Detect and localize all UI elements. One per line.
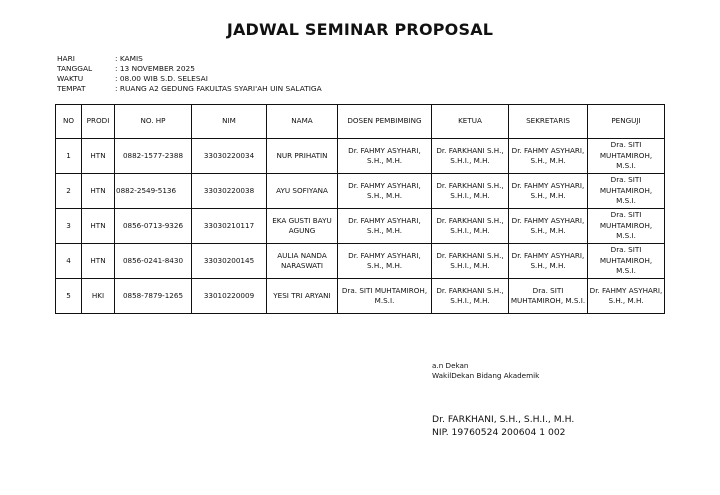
info-row-waktu — [57, 74, 322, 84]
schedule-info — [57, 54, 322, 94]
cell-pembimbing: Dr. FAHMY ASYHARI, S.H., M.H. — [338, 139, 432, 174]
cell-no: 5 — [56, 279, 82, 314]
info-row-tempat — [57, 84, 322, 94]
cell-penguji: Dra. SITI MUHTAMIROH, M.S.I. — [588, 139, 665, 174]
cell-sekretaris: Dr. FAHMY ASYHARI, S.H., M.H. — [509, 244, 588, 279]
cell-sekretaris: Dr. FAHMY ASYHARI, S.H., M.H. — [509, 174, 588, 209]
cell-nim: 33010220009 — [192, 279, 267, 314]
info-row-tanggal — [57, 64, 322, 74]
info-label: HARI — [57, 54, 75, 63]
cell-nim: 33030220034 — [192, 139, 267, 174]
header-dosen-pembimbing: DOSEN PEMBIMBING — [338, 105, 432, 139]
cell-prodi: HTN — [82, 244, 115, 279]
cell-penguji: Dra. SITI MUHTAMIROH, M.S.I. — [588, 209, 665, 244]
cell-nama: AULIA NANDA NARASWATI — [267, 244, 338, 279]
info-label: TANGGAL — [57, 64, 93, 73]
cell-nama: YESI TRI ARYANI — [267, 279, 338, 314]
cell-pembimbing: Dr. FAHMY ASYHARI, S.H., M.H. — [338, 174, 432, 209]
info-row-hari — [57, 54, 322, 64]
cell-no: 4 — [56, 244, 82, 279]
cell-hp: 0882-1577-2388 — [115, 139, 192, 174]
signature-block — [432, 361, 539, 381]
signatory-name: Dr. FARKHANI, S.H., S.H.I., M.H. — [432, 414, 575, 425]
cell-pembimbing: Dra. SITI MUHTAMIROH, M.S.I. — [338, 279, 432, 314]
header-nama: NAMA — [267, 105, 338, 139]
table-header-row — [56, 105, 665, 139]
signature-position: WakilDekan Bidang Akademik — [432, 371, 540, 380]
header-penguji: PENGUJI — [588, 105, 665, 139]
cell-no: 2 — [56, 174, 82, 209]
info-value: : 08.00 WIB S.D. SELESAI — [115, 74, 208, 83]
cell-prodi: HKI — [82, 279, 115, 314]
document-title: JADWAL SEMINAR PROPOSAL — [226, 20, 494, 39]
cell-prodi: HTN — [82, 174, 115, 209]
cell-nama: EKA GUSTI BAYU AGUNG — [267, 209, 338, 244]
table-row — [56, 209, 665, 244]
header-sekretaris: SEKRETARIS — [509, 105, 588, 139]
cell-hp: 0882-2549-5136 — [115, 174, 192, 209]
cell-hp: 0858-7879-1265 — [115, 279, 192, 314]
signatory — [432, 413, 574, 439]
header-ketua: KETUA — [432, 105, 509, 139]
cell-nama: AYU SOFIYANA — [267, 174, 338, 209]
header-nim: NIM — [192, 105, 267, 139]
header-no-hp: NO. HP — [115, 105, 192, 139]
cell-sekretaris: Dra. SITI MUHTAMIROH, M.S.I. — [509, 279, 588, 314]
cell-sekretaris: Dr. FAHMY ASYHARI, S.H., M.H. — [509, 139, 588, 174]
cell-penguji: Dra. SITI MUHTAMIROH, M.S.I. — [588, 244, 665, 279]
info-label: WAKTU — [57, 74, 84, 83]
cell-hp: 0856-0241-8430 — [115, 244, 192, 279]
table-row — [56, 174, 665, 209]
cell-ketua: Dr. FARKHANI S.H., S.H.I., M.H. — [432, 279, 509, 314]
table-row — [56, 139, 665, 174]
info-value: : KAMIS — [115, 54, 143, 63]
cell-no: 1 — [56, 139, 82, 174]
cell-nim: 33030200145 — [192, 244, 267, 279]
info-value: : 13 NOVEMBER 2025 — [115, 64, 195, 73]
cell-no: 3 — [56, 209, 82, 244]
cell-prodi: HTN — [82, 139, 115, 174]
cell-prodi: HTN — [82, 209, 115, 244]
cell-pembimbing: Dr. FAHMY ASYHARI, S.H., M.H. — [338, 244, 432, 279]
cell-pembimbing: Dr. FAHMY ASYHARI, S.H., M.H. — [338, 209, 432, 244]
info-value: : RUANG A2 GEDUNG FAKULTAS SYARI'AH UIN SALATIGA — [115, 84, 322, 93]
cell-penguji: Dr. FAHMY ASYHARI, S.H., M.H. — [588, 279, 665, 314]
cell-ketua: Dr. FARKHANI S.H., S.H.I., M.H. — [432, 139, 509, 174]
cell-ketua: Dr. FARKHANI S.H., S.H.I., M.H. — [432, 209, 509, 244]
cell-ketua: Dr. FARKHANI S.H., S.H.I., M.H. — [432, 174, 509, 209]
cell-nim: 33030220038 — [192, 174, 267, 209]
schedule-table — [55, 104, 665, 314]
cell-penguji: Dra. SITI MUHTAMIROH, M.S.I. — [588, 174, 665, 209]
cell-hp: 0856-0713-9326 — [115, 209, 192, 244]
header-prodi: PRODI — [82, 105, 115, 139]
cell-sekretaris: Dr. FAHMY ASYHARI, S.H., M.H. — [509, 209, 588, 244]
table-row — [56, 279, 665, 314]
signatory-nip: NIP. 19760524 200604 1 002 — [432, 427, 566, 438]
table-row — [56, 244, 665, 279]
cell-nama: NUR PRIHATIN — [267, 139, 338, 174]
info-label: TEMPAT — [57, 84, 86, 93]
signature-on-behalf: a.n Dekan — [432, 361, 469, 370]
cell-ketua: Dr. FARKHANI S.H., S.H.I., M.H. — [432, 244, 509, 279]
header-no: NO — [56, 105, 82, 139]
cell-nim: 33030210117 — [192, 209, 267, 244]
